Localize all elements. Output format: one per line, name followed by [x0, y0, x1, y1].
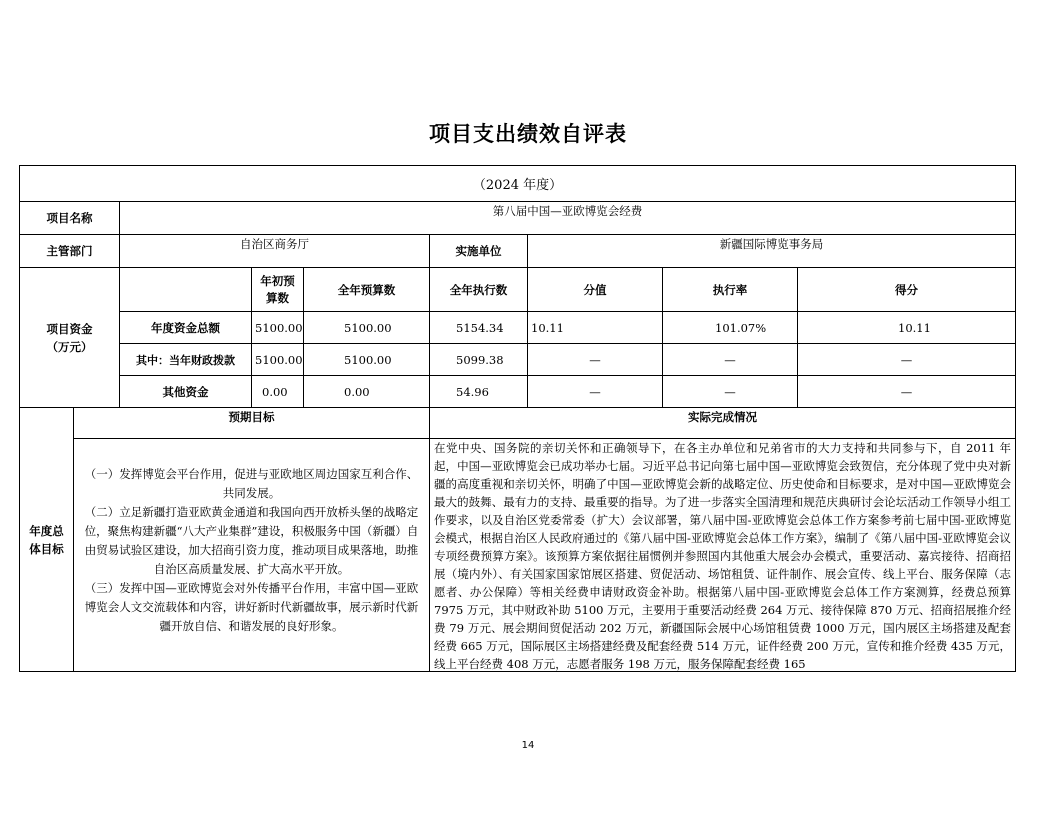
fund-cell-initial: 5100.00 [252, 344, 304, 376]
impl-label: 实施单位 [430, 235, 528, 268]
fund-cell-exec-rate: 101.07% [663, 312, 798, 344]
fund-header-initial: 年初预算数 [252, 268, 304, 312]
fund-cell-score-value: — [528, 376, 663, 408]
dept-label: 主管部门 [20, 235, 120, 268]
fund-cell-executed: 54.96 [430, 376, 528, 408]
dept-value: 自治区商务厅 [120, 235, 430, 268]
funds-label [20, 268, 120, 408]
fund-cell-score: — [798, 376, 1016, 408]
fund-cell-executed: 5099.38 [430, 344, 528, 376]
project-name-value: 第八届中国—亚欧博览会经费 [120, 202, 1016, 235]
page-number: 14 [521, 740, 535, 751]
expected-goal-item: （三）发挥中国—亚欧博览会对外传播平台作用，丰富中国—亚欧博览会人文交流载体和内容，讲好新时代新疆故事，展示新时代新疆开放自信、和谐发展的良好形象。 [84, 581, 419, 633]
fund-row-label: 其他资金 [120, 376, 252, 408]
fund-header-executed: 全年执行数 [430, 268, 528, 312]
fund-cell-score-value: — [528, 344, 663, 376]
annual-goal-label [20, 408, 74, 672]
funds-label-text: 项目资金（万元） [46, 321, 93, 354]
expected-goal-item: （一）发挥博览会平台作用，促进与亚欧地区周边国家互利合作、共同发展。 [84, 467, 419, 500]
expected-goal-header: 预期目标 [74, 408, 430, 439]
fund-header-score: 得分 [798, 268, 1016, 312]
impl-value: 新疆国际博览事务局 [528, 235, 1016, 268]
self-evaluation-table [19, 165, 1016, 672]
expected-goals-cell [74, 439, 430, 672]
page-title: 项目支出绩效自评表 [429, 122, 627, 146]
annual-goal-label-text: 年度总体目标 [29, 523, 64, 556]
fund-cell-full-budget: 5100.00 [304, 344, 430, 376]
fund-cell-executed: 5154.34 [430, 312, 528, 344]
fund-cell-exec-rate: — [663, 344, 798, 376]
fund-cell-initial: 0.00 [252, 376, 304, 408]
actual-completion-text: 在党中央、国务院的亲切关怀和正确领导下，在各主办单位和兄弟省市的大力支持和共同参与下，自 2011 年起，中国—亚欧博览会已成功举办七届。习近平总书记向第七届中国—亚欧博览会致贺信，充分体现了党中央对新疆的高度重视和亲切关怀，明确了中国—亚欧博览会新的战略定位、历史使命和目标要求，是对中国—亚欧博览会最大的鼓舞、最有力的支持、最重要的指导。为了进一步落实全国清理和规范庆典研讨会论坛活动工作领导小组工作要求，以及自治区党委常委（扩大）会议部署，第八届中国-亚欧博览会总体工作方案参考前七届中国-亚欧博览会模式，根据自治区人民政府通过的《第八届中国-亚欧博览会总体工作方案》，编制了《第八届中国-亚欧博览会议专项经费预算方案》。该预算方案依据往届惯例并参照国内其他重大展会办会模式，重要活动、嘉宾接待、招商招展（境内外）、有关国家国家馆展区搭建、贸促活动、场馆租赁、证件制作、展会宣传、线上平台、服务保障（志愿者、办公保障）等相关经费申请财政资金补助。根据第八届中国-亚欧博览会总体工作方案测算，经费总预算 7975 万元，其中财政补助 5100 万元，主要用于重要活动经费 264 万元、接待保障 870 万元、招商招展推介经费 79 万元、展会期间贸促活动 202 万元，新疆国际会展中心场馆租赁费 1000 万元，国内展区主场搭建及配套经费 665 万元，国际展区主场搭建经费及配套经费 514 万元，证件经费 200 万元，宣传和推介经费 435 万元，线上平台经费 408 万元，志愿者服务 198 万元，服务保障配套经费 165 [434, 441, 1012, 671]
expected-goal-item: （二）立足新疆打造亚欧黄金通道和我国向西开放桥头堡的战略定位，聚焦构建新疆“八大产业集群”建设，积极服务中国（新疆）自由贸易试验区建设，加大招商引资力度，推动项目成果落地，助推自治区高质量发展、扩大高水平开放。 [84, 505, 419, 576]
project-name-label: 项目名称 [20, 202, 120, 235]
fund-header-full-budget: 全年预算数 [304, 268, 430, 312]
fund-cell-exec-rate: — [663, 376, 798, 408]
year-cell: （2024 年度） [20, 166, 1016, 202]
fund-cell-full-budget: 5100.00 [304, 312, 430, 344]
fund-header-blank [120, 268, 252, 312]
fund-cell-score: — [798, 344, 1016, 376]
fund-header-score-value: 分值 [528, 268, 663, 312]
fund-row-label: 其中：当年财政拨款 [120, 344, 252, 376]
actual-completion-header: 实际完成情况 [430, 408, 1016, 439]
fund-header-exec-rate: 执行率 [663, 268, 798, 312]
fund-row-label: 年度资金总额 [120, 312, 252, 344]
fund-cell-score: 10.11 [798, 312, 1016, 344]
fund-cell-initial: 5100.00 [252, 312, 304, 344]
actual-completion-cell [430, 439, 1016, 672]
fund-cell-score-value: 10.11 [528, 312, 663, 344]
fund-cell-full-budget: 0.00 [304, 376, 430, 408]
